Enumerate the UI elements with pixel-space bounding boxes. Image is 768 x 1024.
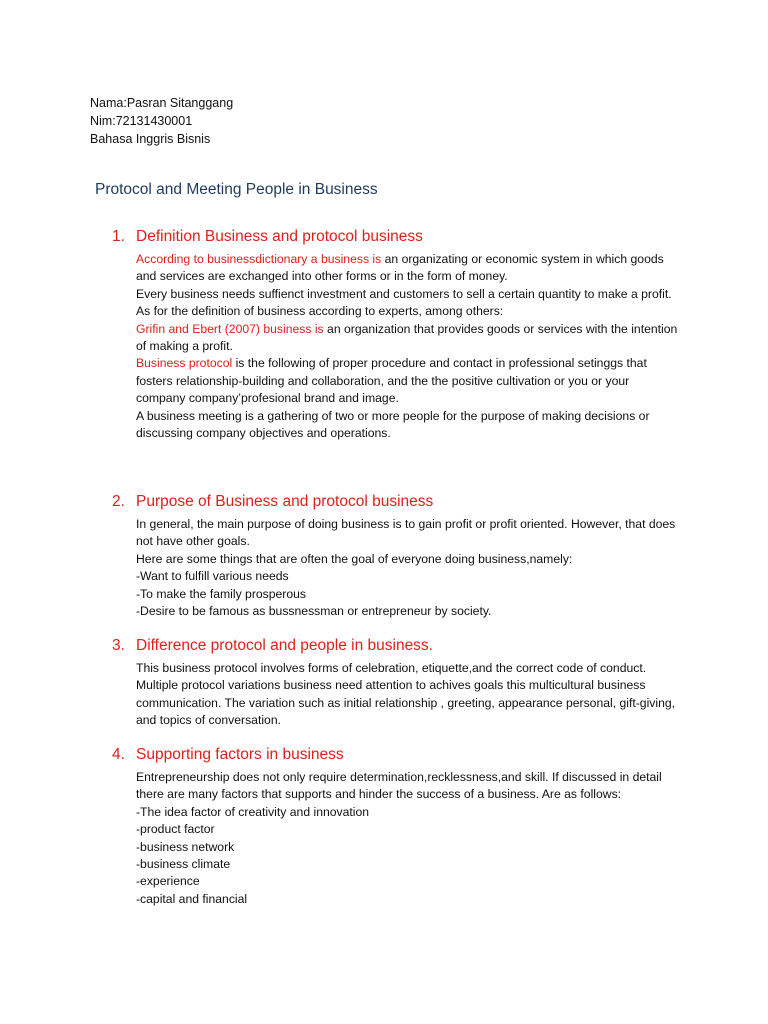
section-body [136, 769, 682, 908]
list-item: -capital and financial [136, 891, 248, 906]
paragraph [136, 251, 682, 286]
course-name: Bahasa Inggris Bisnis [90, 132, 211, 146]
paragraph [136, 355, 682, 407]
highlight-text: Grifin and Ebert (2007) business is [136, 321, 324, 336]
section-number: 1. [112, 228, 125, 245]
list-item: -business network [136, 839, 235, 854]
section-heading [112, 745, 682, 765]
list-item: -business climate [136, 857, 231, 872]
list-item: -The idea factor of creativity and innovation [136, 804, 370, 819]
list-item: -Want to fulfill various needs [136, 569, 289, 584]
list-item: -experience [136, 874, 200, 889]
section-purpose [112, 492, 682, 620]
author-name: Nama:Pasran Sitanggang [90, 96, 234, 110]
paragraph: This business protocol involves forms of celebration, etiquette,and the correct code of conduct. Multiple protocol variations business need attention to achives goals this multicultural business communication. The variation such as initial relationship , greeting, appearance personal, gift-giving, and topics of conversation. [136, 661, 676, 728]
student-id: Nim:72131430001 [90, 114, 193, 128]
paragraph: A business meeting is a gathering of two or more people for the purpose of making decisions or discussing company objectives and operations. [136, 408, 650, 441]
section-number: 3. [112, 637, 125, 654]
list-item: -Desire to be famous as bussnessman or entrepreneur by society. [136, 604, 492, 619]
section-heading [112, 636, 682, 656]
section-number: 2. [112, 493, 125, 510]
section-heading [112, 492, 682, 512]
section-body [136, 660, 682, 730]
section-heading-text: Definition Business and protocol business [136, 228, 423, 245]
section-heading-text: Supporting factors in business [136, 746, 344, 763]
paragraph: Entrepreneurship does not only require determination,recklessness,and skill. If discussed in detail there are many factors that supports and hinder the success of a business. Are as follows: [136, 770, 662, 802]
section-heading-text: Difference protocol and people in business. [136, 637, 433, 654]
section-number: 4. [112, 746, 125, 763]
section-heading-text: Purpose of Business and protocol business [136, 493, 434, 510]
highlight-text: Business protocol [136, 356, 233, 371]
section-heading [112, 227, 682, 247]
paragraph-text: is the following of proper procedure and contact in professional setinggs that fosters relationship-building and collaboration, and the the positive cultivation or you or your company company’profesional brand and image. [136, 356, 647, 406]
section-definition [112, 227, 682, 442]
list-item: -product factor [136, 822, 215, 837]
paragraph-text: an organizating or economic system in which goods and services are exchanged into other forms or in the form of money. [136, 252, 664, 284]
paragraph: As for the definition of business according to experts, among others: [136, 304, 504, 319]
section-supporting-factors [112, 745, 682, 908]
paragraph-text: an organization that provides goods or services with the intention of making a profit. [136, 321, 678, 354]
author-header [90, 94, 233, 148]
highlight-text: According to businessdictionary a business is [136, 252, 382, 266]
section-difference [112, 636, 682, 730]
document-title: Protocol and Meeting People in Business [95, 181, 378, 198]
section-body [136, 516, 682, 620]
section-body [136, 251, 682, 442]
paragraph: Every business needs suffienct investment and customers to sell a certain quantity to make a profit. [136, 286, 672, 301]
paragraph: Here are some things that are often the goal of everyone doing business,namely: [136, 551, 573, 566]
paragraph: In general, the main purpose of doing business is to gain profit or profit oriented. However, that does not have other goals. [136, 517, 676, 549]
paragraph [136, 321, 682, 356]
list-item: -To make the family prosperous [136, 586, 307, 601]
